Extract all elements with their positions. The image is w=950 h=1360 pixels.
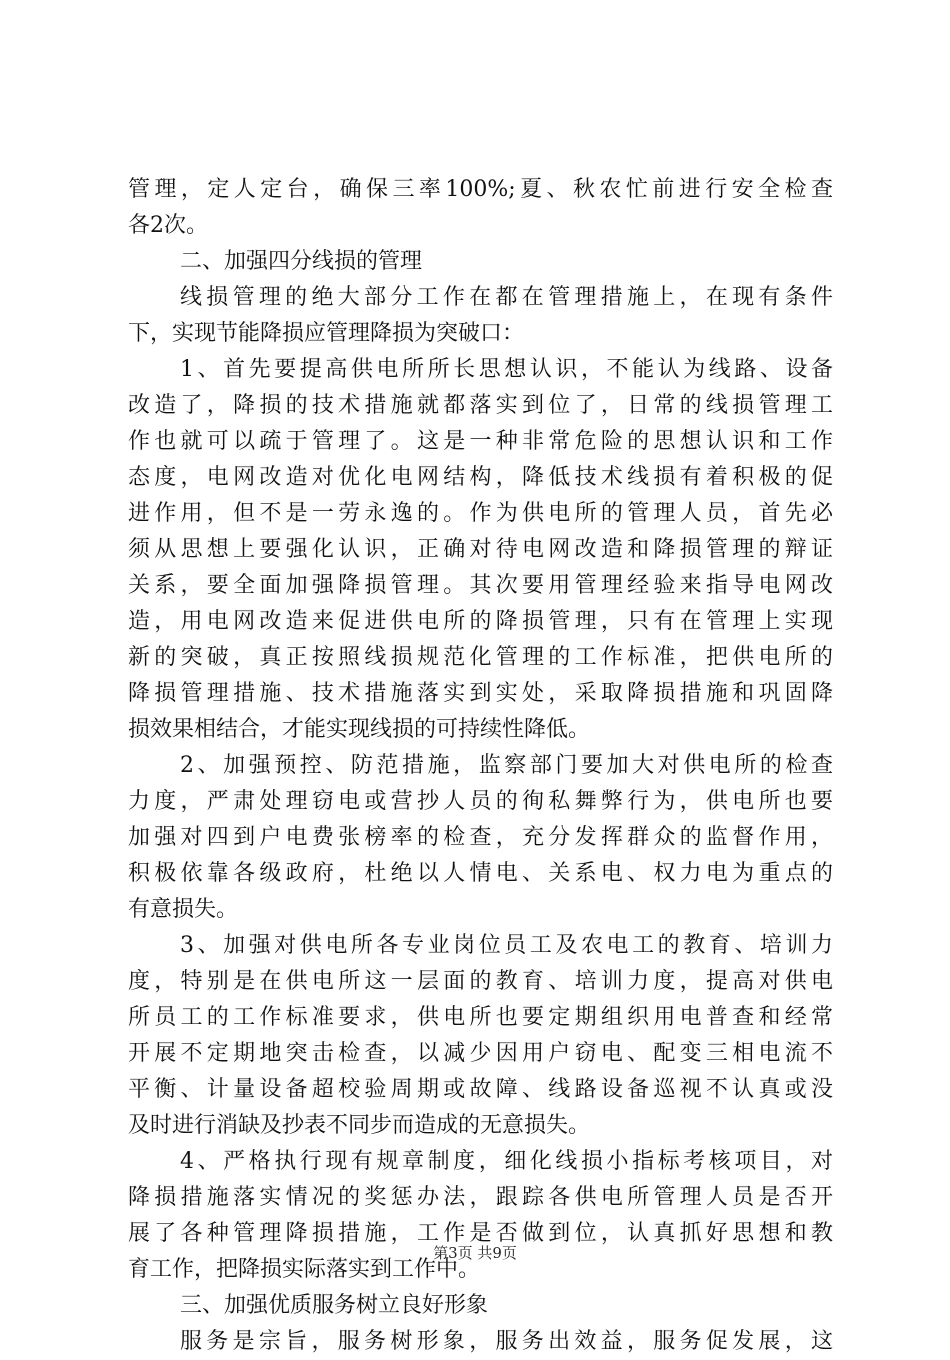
document-body (128, 172, 833, 1360)
text-line: 展了各种管理降损措施，工作是否做到位，认真抓好思想和教 (128, 1221, 833, 1246)
text-line: 下，实现节能降损应管理降损为突破口： (128, 321, 525, 346)
text-line: 管理，定人定台，确保三率100%;夏、秋农忙前进行安全检查 (128, 177, 833, 202)
text-line: 态度，电网改造对优化电网结构，降低技术线损有着积极的促 (128, 465, 833, 490)
text-line: 3、加强对供电所各专业岗位员工及农电工的教育、培训力 (180, 933, 833, 958)
text-line: 所员工的工作标准要求，供电所也要定期组织用电普查和经常 (128, 1005, 833, 1030)
text-line: 及时进行消缺及抄表不同步而造成的无意损失。 (128, 1113, 591, 1138)
text-line: 4、严格执行现有规章制度，细化线损小指标考核项目，对 (180, 1149, 833, 1174)
text-line: 改造了，降损的技术措施就都落实到位了，日常的线损管理工 (128, 393, 833, 418)
text-line: 度，特别是在供电所这一层面的教育、培训力度，提高对供电 (128, 969, 833, 994)
text-line: 开展不定期地突击检查，以减少因用户窃电、配变三相电流不 (128, 1041, 833, 1066)
text-line: 1、首先要提高供电所所长思想认识，不能认为线路、设备 (180, 357, 833, 382)
text-line: 作也就可以疏于管理了。这是一种非常危险的思想认识和工作 (128, 429, 833, 454)
text-line: 造，用电网改造来促进供电所的降损管理，只有在管理上实现 (128, 609, 833, 634)
text-line: 积极依靠各级政府，杜绝以人情电、关系电、权力电为重点的 (128, 861, 833, 886)
text-line: 进作用，但不是一劳永逸的。作为供电所的管理人员，首先必 (128, 501, 833, 526)
text-line: 线损管理的绝大部分工作在都在管理措施上，在现有条件 (180, 285, 833, 310)
text-line: 二、加强四分线损的管理 (180, 249, 423, 274)
text-line: 新的突破，真正按照线损规范化管理的工作标准，把供电所的 (128, 645, 833, 670)
text-line: 损效果相结合，才能实现线损的可持续性降低。 (128, 717, 591, 742)
text-line: 各2次。 (128, 213, 208, 238)
text-line: 三、加强优质服务树立良好形象 (180, 1293, 489, 1318)
page-footer: 第3页 共9页 (433, 1244, 517, 1262)
text-line: 须从思想上要强化认识，正确对待电网改造和降损管理的辩证 (128, 537, 833, 562)
text-line: 有意损失。 (128, 897, 239, 922)
text-line: 2、加强预控、防范措施，监察部门要加大对供电所的检查 (180, 753, 833, 778)
text-line: 服务是宗旨，服务树形象，服务出效益，服务促发展，这 (180, 1329, 833, 1354)
text-line: 育工作，把降损实际落实到工作中。 (128, 1257, 481, 1282)
text-line: 力度，严肃处理窃电或营抄人员的徇私舞弊行为，供电所也要 (128, 789, 833, 814)
text-line: 平衡、计量设备超校验周期或故障、线路设备巡视不认真或没 (128, 1077, 833, 1102)
text-line: 加强对四到户电费张榜率的检查，充分发挥群众的监督作用， (128, 825, 833, 850)
text-line: 降损措施落实情况的奖惩办法，跟踪各供电所管理人员是否开 (128, 1185, 833, 1210)
text-line: 降损管理措施、技术措施落实到实处，采取降损措施和巩固降 (128, 681, 833, 706)
text-line: 关系，要全面加强降损管理。其次要用管理经验来指导电网改 (128, 573, 833, 598)
